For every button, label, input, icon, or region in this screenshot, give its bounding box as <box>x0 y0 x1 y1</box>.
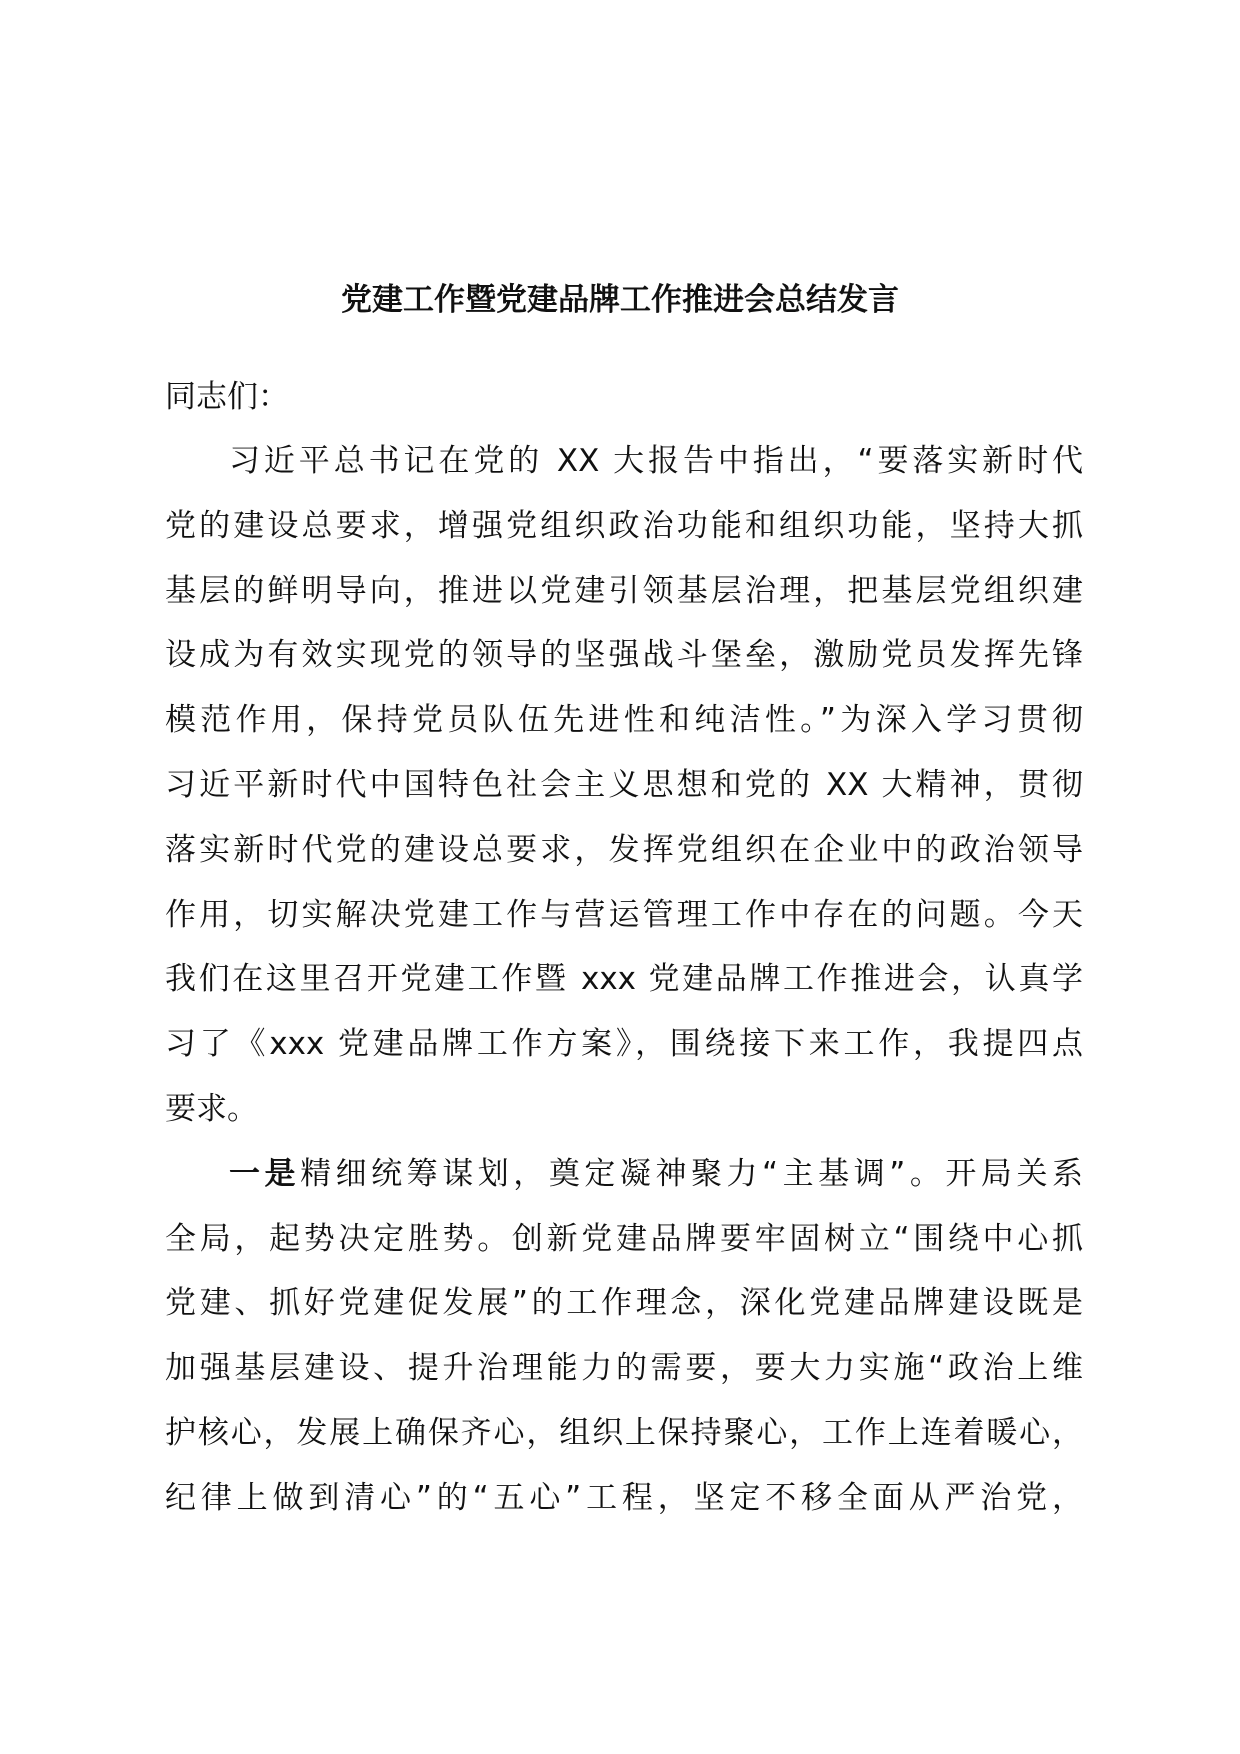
paragraph-1 <box>165 429 1083 1142</box>
text-line: 纪律上做到清心”的“五心”工程，坚定不移全面从严治党， <box>165 1479 1083 1516</box>
greeting: 同志们： <box>165 379 289 415</box>
text-line: 习近平总书记在党的 XX 大报告中指出，“要落实新时代 <box>229 443 1083 479</box>
text-line: 全局，起势决定胜势。创新党建品牌要牢固树立“围绕中心抓 <box>165 1220 1083 1257</box>
paragraph-2 <box>165 1142 1083 1531</box>
text-line: 要求。 <box>165 1090 258 1127</box>
text-line <box>165 1142 1083 1207</box>
text-line: 习了《xxx 党建品牌工作方案》，围绕接下来工作，我提四点 <box>165 1026 1083 1063</box>
document-body <box>165 429 1083 1531</box>
text-line: 习近平新时代中国特色社会主义思想和党的 XX 大精神，贯彻 <box>165 766 1083 803</box>
bold-lead: 一是 <box>229 1155 301 1192</box>
text-line: 加强基层建设、提升治理能力的需要，要大力实施“政治上维 <box>165 1350 1083 1387</box>
document-title: 党建工作暨党建品牌工作推进会总结发言 <box>341 282 899 318</box>
text-line: 基层的鲜明导向，推进以党建引领基层治理，把基层党组织建 <box>165 572 1083 609</box>
text-line: 党的建设总要求，增强党组织政治功能和组织功能，坚持大抓 <box>165 507 1083 544</box>
text-line: 党建、抓好党建促发展”的工作理念，深化党建品牌建设既是 <box>165 1285 1083 1322</box>
text-line: 我们在这里召开党建工作暨 xxx 党建品牌工作推进会，认真学 <box>165 961 1083 998</box>
text-line: 设成为有效实现党的领导的坚强战斗堡垒，激励党员发挥先锋 <box>165 637 1083 674</box>
text-line: 护核心，发展上确保齐心，组织上保持聚心，工作上连着暖心， <box>165 1414 1083 1451</box>
text-line: 落实新时代党的建设总要求，发挥党组织在企业中的政治领导 <box>165 831 1083 868</box>
text-span: 精细统筹谋划，奠定凝神聚力“主基调”。开局关系 <box>300 1155 1083 1192</box>
text-line: 模范作用，保持党员队伍先进性和纯洁性。”为深入学习贯彻 <box>165 702 1083 739</box>
text-line: 作用，切实解决党建工作与营运管理工作中存在的问题。今天 <box>165 896 1083 933</box>
